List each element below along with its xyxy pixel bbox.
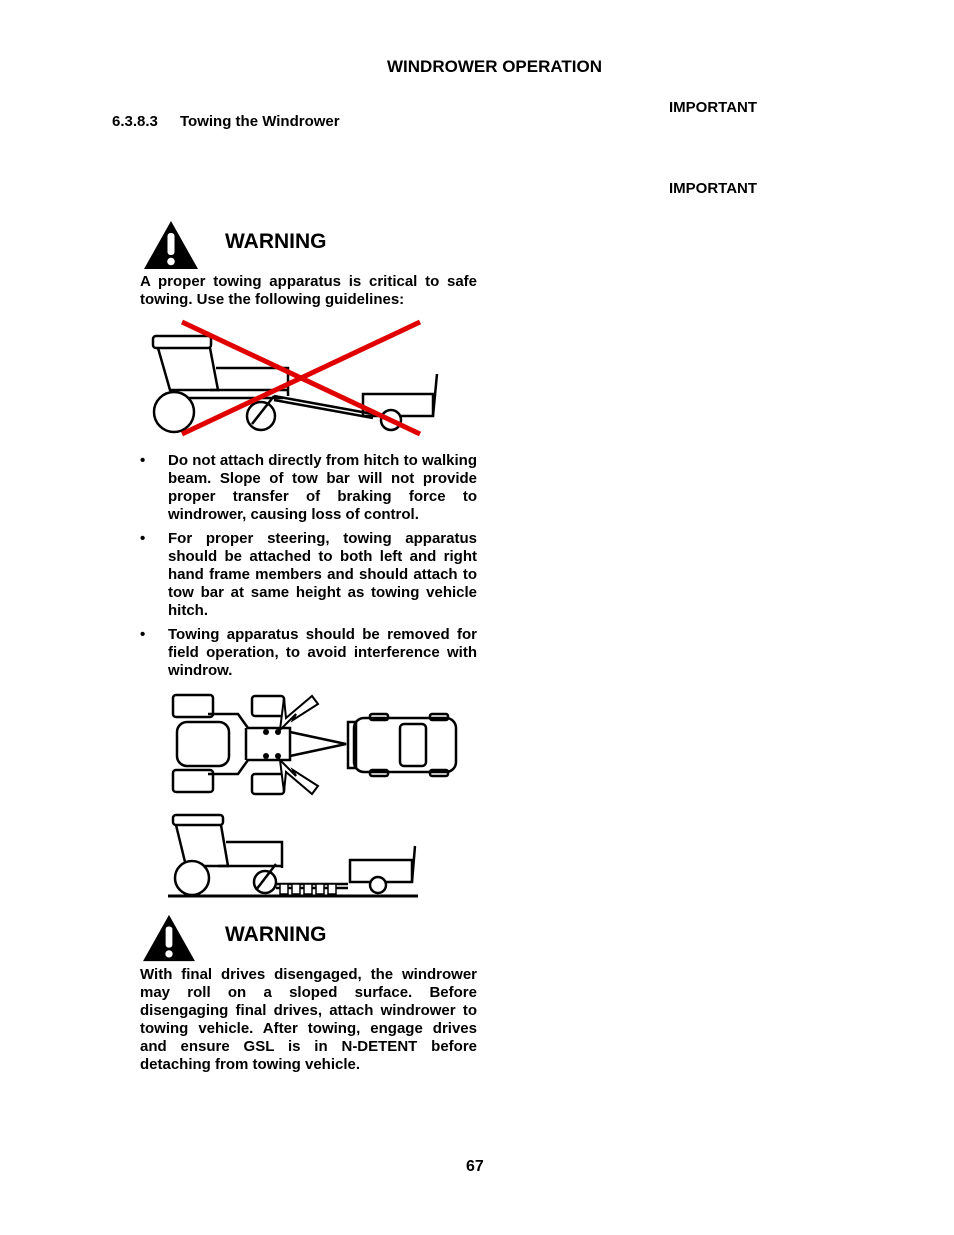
incorrect-tow-illustration: [148, 318, 444, 440]
section-title: Towing the Windrower: [180, 113, 340, 130]
list-item-text: Do not attach directly from hitch to walking beam. Slope of tow bar will not provide proper transfer of braking force to windrower, causing loss of control.: [168, 452, 477, 523]
section-number: 6.3.8.3: [112, 113, 158, 130]
list-item: [140, 452, 477, 524]
list-item: [140, 530, 477, 620]
bullet-icon: •: [140, 626, 146, 643]
proper-tow-side-view-illustration: [168, 812, 422, 902]
bullet-icon: •: [140, 452, 146, 469]
warning-title-1: WARNING: [225, 230, 327, 253]
warning-intro-text: A proper towing apparatus is critical to safe towing. Use the following guidelines:: [140, 273, 477, 308]
section-heading: [112, 113, 340, 130]
page-number: 67: [466, 1158, 484, 1175]
important-label-2: IMPORTANT: [669, 180, 758, 197]
warning-body-text: With final drives disengaged, the windrower may roll on a sloped surface. Before disengaging final drives, attach windrower to towing vehicle. After towing, engage drives and ensure GSL is in N-DETENT before detaching from towing vehicle.: [140, 966, 477, 1073]
proper-tow-top-view-illustration: [168, 690, 462, 800]
warning-triangle-icon: [140, 913, 198, 963]
bullet-icon: •: [140, 530, 146, 547]
list-item-text: Towing apparatus should be removed for field operation, to avoid interference with windrow.: [168, 626, 477, 679]
guideline-list: [140, 452, 477, 686]
warning-triangle-icon: [142, 219, 200, 271]
page-header-title: WINDROWER OPERATION: [387, 57, 603, 76]
warning-title-2: WARNING: [225, 923, 327, 946]
list-item: [140, 626, 477, 680]
important-label-1: IMPORTANT: [669, 99, 758, 116]
list-item-text: For proper steering, towing apparatus should be attached to both left and right hand frame members and should attach to tow bar at same height as towing vehicle hitch.: [168, 530, 477, 619]
